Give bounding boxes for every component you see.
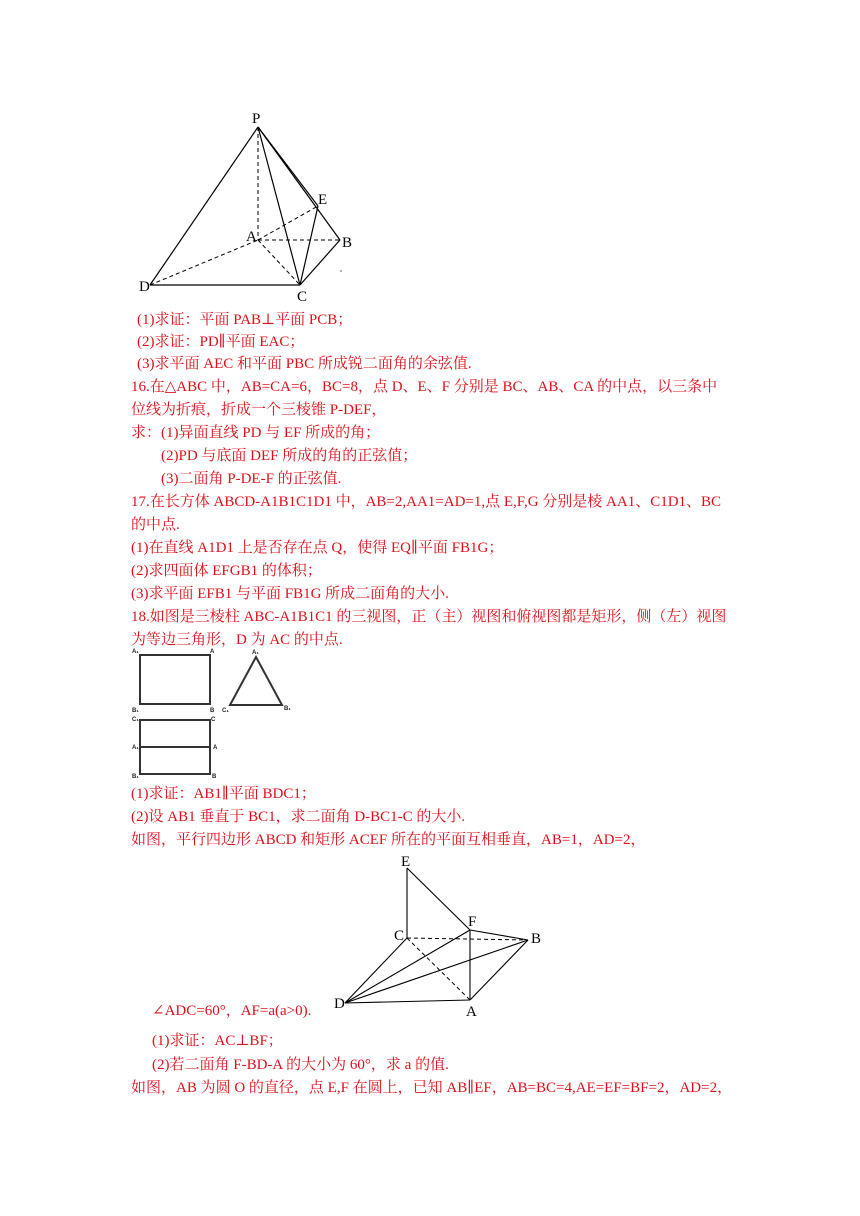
q18-stem-line-2: 为等边三角形，D 为 AC 的中点.	[131, 632, 343, 648]
q15-part-2: (2)求证：PD∥平面 EAC；	[137, 334, 305, 350]
views-label-b1-side: B₁	[284, 706, 291, 712]
q16-stem-line-1: 16.在△ABC 中，AB=CA=6，BC=8，点 D、E、F 分别是 BC、AB、CA 的中点，以三条中	[131, 379, 718, 395]
parallelogram-figure	[330, 850, 550, 1020]
views-label-a-front: A	[210, 649, 215, 655]
views-label-a-top: A	[213, 745, 218, 751]
fig19-label-a: A	[466, 1004, 477, 1020]
q17-stem-line-1: 17.在长方体 ABCD-A1B1C1D1 中，AB=2,AA1=AD=1,点 E,F,G 分别是棱 AA1、C1D1、BC	[131, 494, 722, 510]
pyramid-label-d: D	[139, 279, 150, 295]
fig19-label-c: C	[394, 928, 405, 944]
q19-part-1: (1)求证：AC⊥BF；	[152, 1033, 283, 1049]
q19-stem: 如图，平行四边形 ABCD 和矩形 ACEF 所在的平面互相垂直，AB=1，AD=2，	[131, 832, 646, 848]
pyramid-label-c: C	[297, 289, 308, 305]
q15-part-1: (1)求证：平面 PAB⊥平面 PCB；	[137, 312, 353, 328]
q17-stem-line-2: 的中点.	[131, 517, 180, 533]
q19-condition: ∠ADC=60°，AF=a(a>0).	[152, 1003, 312, 1019]
q17-part-3: (3)求平面 EFB1 与平面 FB1G 所成二面角的大小.	[131, 586, 449, 602]
fig19-label-b: B	[531, 931, 542, 947]
q17-part-1: (1)在直线 A1D1 上是否存在点 Q，使得 EQ∥平面 FB1G；	[131, 540, 504, 556]
q17-part-2: (2)求四面体 EFGB1 的体积；	[131, 563, 322, 579]
views-label-b-front: B	[210, 708, 215, 714]
q15-part-3: (3)求平面 AEC 和平面 PBC 所成锐二面角的余弦值.	[137, 356, 472, 372]
q18-part-1: (1)求证：AB1∥平面 BDC1；	[131, 786, 316, 802]
q16-part-1: 求：(1)异面直线 PD 与 EF 所成的角；	[131, 425, 381, 441]
q16-stem-line-2: 位线为折痕，折成一个三棱锥 P-DEF，	[131, 402, 387, 418]
views-label-c-top: C	[211, 717, 216, 723]
q18-stem-line-1: 18.如图是三棱柱 ABC-A1B1C1 的三视图，正（主）视图和俯视图都是矩形，侧（左）视图	[131, 609, 727, 625]
fig19-label-d: D	[334, 996, 345, 1012]
pyramid-label-b: B	[342, 235, 353, 251]
views-label-b-top: B	[212, 774, 217, 780]
pyramid-label-e: E	[318, 192, 328, 208]
views-label-a1-front: A₁	[132, 649, 139, 655]
views-label-c1-top: C₁	[132, 717, 139, 723]
views-label-a1-top: A₁	[132, 745, 139, 751]
q16-part-2: (2)PD 与底面 DEF 所成的角的正弦值；	[161, 448, 418, 464]
three-views-figure	[128, 645, 303, 780]
q19-part-2: (2)若二面角 F-BD-A 的大小为 60°，求 a 的值.	[152, 1057, 449, 1073]
fig19-label-e: E	[401, 854, 411, 870]
views-label-a1-side: A₁	[252, 650, 259, 656]
views-label-b1-top: B₁	[132, 774, 139, 780]
q20-stem: 如图，AB 为圆 O 的直径，点 E,F 在圆上，已知 AB∥EF，AB=BC=4,AE=EF=BF=2，AD=2，	[131, 1080, 733, 1096]
pyramid-label-p: P	[252, 111, 261, 127]
pyramid-figure	[130, 105, 370, 305]
views-label-c1-side: C₁	[222, 708, 229, 714]
pyramid-label-a: A	[246, 229, 257, 245]
fig19-label-f: F	[468, 914, 477, 930]
q16-part-3: (3)二面角 P-DE-F 的正弦值.	[161, 471, 342, 487]
views-label-b1-front: B₁	[132, 708, 139, 714]
q18-part-2: (2)设 AB1 垂直于 BC1，求二面角 D-BC1-C 的大小.	[131, 809, 466, 825]
